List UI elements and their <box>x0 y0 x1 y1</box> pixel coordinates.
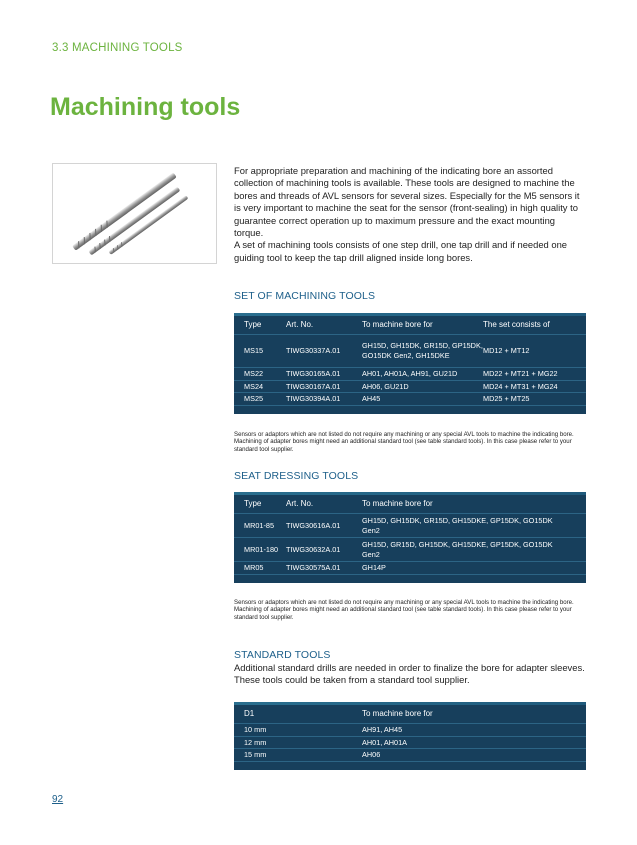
table-row <box>234 724 586 737</box>
cell-d1: 12 mm <box>234 736 362 749</box>
page-number: 92 <box>52 794 64 805</box>
cell-art-no: TIWG30167A.01 <box>286 380 362 393</box>
cell-type: MS22 <box>234 368 286 381</box>
cell-type: MR05 <box>234 562 286 575</box>
cell-art-no: TIWG30632A.01 <box>286 538 362 562</box>
cell-d1: 10 mm <box>234 724 362 737</box>
set-tools-heading: SET OF MACHINING TOOLS <box>234 290 376 302</box>
section-label: 3.3 MACHINING TOOLS <box>52 42 183 54</box>
cell-bore: AH01, AH01A <box>362 736 586 749</box>
cell-type: MR01-180 <box>234 538 286 562</box>
column-header: Art. No. <box>286 313 362 335</box>
cell-set: MD22 + MT21 + MG22 <box>483 368 586 381</box>
column-header: To machine bore for <box>362 313 483 335</box>
table-row <box>234 368 586 381</box>
cell-bore: AH91, AH45 <box>362 724 586 737</box>
column-header: Art. No. <box>286 492 362 514</box>
cell-bore: AH01, AH01A, AH91, GU21D <box>362 368 483 381</box>
table-header-row <box>234 492 586 514</box>
cell-bore: GH15D, GR15D, GH15DK, GH15DKE, GP15DK, GO15DK Gen2 <box>362 538 586 562</box>
intro-paragraph: A set of machining tools consists of one step drill, one tap drill and if needed one guiding tool to keep the tap drill aligned inside long bores. <box>234 239 568 263</box>
set-tools-table <box>234 313 586 414</box>
seat-tools-table <box>234 492 586 583</box>
cell-type: MS24 <box>234 380 286 393</box>
cell-type: MS15 <box>234 335 286 368</box>
standard-tools-text: Additional standard drills are needed in order to finalize the bore for adapter sleeves. These tools could be taken from a standard tool supplier. <box>234 662 585 686</box>
page-title: Machining tools <box>50 93 241 121</box>
column-header: To machine bore for <box>362 492 586 514</box>
cell-bore: AH06 <box>362 749 586 762</box>
column-header: The set consists of <box>483 313 586 335</box>
seat-tools-footnote: Sensors or adaptors which are not listed do not require any machining or any special AVL tools to machine the indicating bore. Machining of adapter bores might need an additional standard tool (see table standard tools). In this case please refer to your standard tool supplier. <box>234 599 574 621</box>
cell-art-no: TIWG30394A.01 <box>286 393 362 406</box>
table-row <box>234 393 586 406</box>
column-header: Type <box>234 313 286 335</box>
standard-tools-heading: STANDARD TOOLS <box>234 649 331 661</box>
cell-bore: AH45 <box>362 393 483 406</box>
drill-bits-photo-icon <box>53 164 216 263</box>
cell-bore: AH06, GU21D <box>362 380 483 393</box>
table-row <box>234 749 586 762</box>
table-header-row <box>234 313 586 335</box>
cell-bore: GH15D, GH15DK, GR15D, GH15DKE, GP15DK, GO15DK Gen2 <box>362 514 586 538</box>
cell-art-no: TIWG30337A.01 <box>286 335 362 368</box>
intro-text <box>234 165 586 264</box>
product-figure <box>52 163 217 264</box>
intro-paragraph: For appropriate preparation and machining of the indicating bore an assorted collection of machining tools is available. These tools are designed to machine the bores and threads of AVL sensors for several sizes. Especially for the M5 sensors it is very important to machine the seat for the sensor (front-sealing) in high quality to guarantee correct operation up to maximum pressure and the exact mounting torque. <box>234 165 580 239</box>
table-row <box>234 380 586 393</box>
cell-d1: 15 mm <box>234 749 362 762</box>
cell-set: MD12 + MT12 <box>483 335 586 368</box>
cell-bore: GH15D, GH15DK, GR15D, GP15DK, GO15DK Gen2, GH15DKE <box>362 335 483 368</box>
table-row <box>234 335 586 368</box>
cell-set: MD24 + MT31 + MG24 <box>483 380 586 393</box>
table-row <box>234 538 586 562</box>
cell-art-no: TIWG30165A.01 <box>286 368 362 381</box>
cell-type: MR01-85 <box>234 514 286 538</box>
column-header: D1 <box>234 702 362 724</box>
cell-set: MD25 + MT25 <box>483 393 586 406</box>
standard-tools-table <box>234 702 586 770</box>
table-row <box>234 562 586 575</box>
set-tools-footnote: Sensors or adaptors which are not listed do not require any machining or any special AVL tools to machine the indicating bore. Machining of adapter bores might need an additional standard tool (see table standard tools). In this case please refer to your standard tool supplier. <box>234 431 574 453</box>
cell-art-no: TIWG30575A.01 <box>286 562 362 575</box>
column-header: To machine bore for <box>362 702 586 724</box>
table-header-row <box>234 702 586 724</box>
column-header: Type <box>234 492 286 514</box>
table-row <box>234 514 586 538</box>
cell-type: MS25 <box>234 393 286 406</box>
cell-art-no: TIWG30616A.01 <box>286 514 362 538</box>
table-row <box>234 736 586 749</box>
cell-bore: GH14P <box>362 562 586 575</box>
seat-tools-heading: SEAT DRESSING TOOLS <box>234 470 359 482</box>
